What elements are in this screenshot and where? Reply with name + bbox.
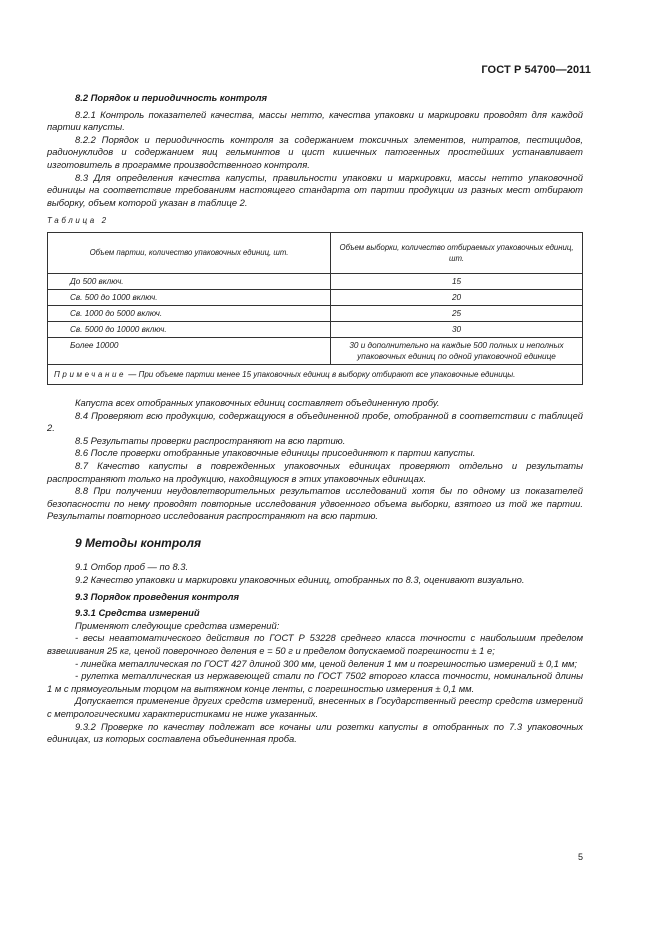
paragraph-9-1: 9.1 Отбор проб — по 8.3. (75, 561, 189, 573)
paragraph-8-8: 8.8 При получении неудовлетворительных результатов исследований хотя бы по одному из показателей безопасности по нему проводят повторные исследования удвоенного объема выборки, взятого из той же партии. Результаты повторного исследования распространяют на всю партию. (47, 485, 583, 522)
list-item: - рулетка металлическая из нержавеющей стали по ГОСТ 7502 второго класса точности, номинальной длины 1 м с прямоугольным торцом на вытяжном конце ленты, с погрешностью измерения ± 0,1 мм. (47, 670, 583, 694)
table-caption: Таблица 2 (47, 216, 109, 226)
table-cell-sample: 30 (331, 321, 583, 337)
section-9-3-heading: 9.3 Порядок проведения контроля (75, 590, 239, 602)
table-row (48, 337, 583, 364)
table-row (48, 289, 583, 305)
paragraph-8-2-1: 8.2.1 Контроль показателей качества, массы нетто, качества упаковки и маркировки проводят для каждой партии капусты. (47, 108, 583, 133)
paragraph-instruments-intro: Применяют следующие средства измерений: (75, 619, 280, 631)
table-header-lot: Объем партии, количество упаковочных единиц, шт. (48, 232, 331, 273)
list-item: - весы неавтоматического действия по ГОСТ Р 53228 среднего класса точности с наибольшим пределом взвешивания 25 кг, ценой поверочного деления e = 50 г и пределом допускаемой погрешности ± 1 e; (47, 632, 583, 657)
page-number: 5 (577, 852, 583, 862)
paragraph-8-5: 8.5 Результаты проверки распространяют на всю партию. (75, 434, 346, 446)
paragraph-8-3: 8.3 Для определения качества капусты, правильности упаковки и маркировки, массы нетто упаковочной единицы на соответствие требованиям настоящего стандарта от партии продукции из разных мест отбирают выборку, объем которой указан в таблице 2. (47, 171, 583, 208)
table-row (48, 321, 583, 337)
table-note-row (48, 364, 583, 384)
table-cell-lot: Св. 500 до 1000 включ. (48, 289, 331, 305)
paragraph-8-7: 8.7 Качество капусты в поврежденных упаковочных единицах проверяют отдельно и результаты распространяют только на продукцию, находящуюся в этих упаковочных единицах. (47, 459, 583, 484)
paragraph-8-2-2: 8.2.2 Порядок и периодичность контроля за содержанием токсичных элементов, нитратов, пестицидов, радионуклидов и содержанием яиц гельминтов и цист кишечных патогенных простейших устанавливает изготовитель в программе производственного контроля. (47, 133, 583, 170)
table-cell-lot: Более 10000 (48, 337, 331, 364)
table-cell-lot: До 500 включ. (48, 273, 331, 289)
table-cell-sample: 30 и дополнительно на каждые 500 полных и неполных упаковочных единиц по одной упаковочной единице (331, 337, 583, 364)
page-content (47, 92, 583, 746)
sample-size-table (47, 232, 583, 385)
paragraph-combined-sample: Капуста всех отобранных упаковочных единиц составляет объединенную пробу. (75, 396, 440, 408)
paragraph-8-6: 8.6 После проверки отобранные упаковочные единицы присоединяют к партии капусты. (75, 447, 476, 459)
table-cell-sample: 25 (331, 305, 583, 321)
table-row (48, 273, 583, 289)
table-cell-lot: Св. 1000 до 5000 включ. (48, 305, 331, 321)
paragraph-other-instruments: Допускается применение других средств измерений, внесенных в Государственный реестр средств измерений с метрологическими характеристиками не ниже указанных. (47, 695, 583, 719)
paragraph-9-3-2: 9.3.2 Проверке по качеству подлежат все кочаны или розетки капусты в отобранных по 7.3 упаковочных единицах, из которых составлена объединенная проба. (47, 720, 583, 745)
list-item: - линейка металлическая по ГОСТ 427 длиной 300 мм, ценой деления 1 мм и погрешностью измерений ± 0,1 мм; (75, 657, 578, 669)
table-note (48, 364, 583, 384)
table-row (48, 305, 583, 321)
table-note-label: Примечание (54, 369, 127, 379)
table-header-row (48, 232, 583, 273)
table-header-sample: Объем выборки, количество отбираемых упаковочных единиц, шт. (331, 232, 583, 273)
section-9-heading: 9 Методы контроля (75, 535, 202, 550)
table-note-text: — При объеме партии менее 15 упаковочных единиц в выборку отбирают все упаковочные единицы. (126, 369, 516, 379)
table-cell-lot: Св. 5000 до 10000 включ. (48, 321, 331, 337)
table-cell-sample: 15 (331, 273, 583, 289)
table-cell-sample: 20 (331, 289, 583, 305)
paragraph-9-2: 9.2 Качество упаковки и маркировки упаковочных единиц, отобранных по 8.3, оценивают визуально. (75, 574, 525, 586)
paragraph-8-4: 8.4 Проверяют всю продукцию, содержащуюся в объединенной пробе, отобранной в соответствии с таблицей 2. (47, 409, 583, 434)
section-8-2-heading: 8.2 Порядок и периодичность контроля (75, 92, 268, 103)
document-id: ГОСТ Р 54700—2011 (481, 64, 591, 76)
section-9-3-1-heading: 9.3.1 Средства измерений (75, 607, 200, 619)
